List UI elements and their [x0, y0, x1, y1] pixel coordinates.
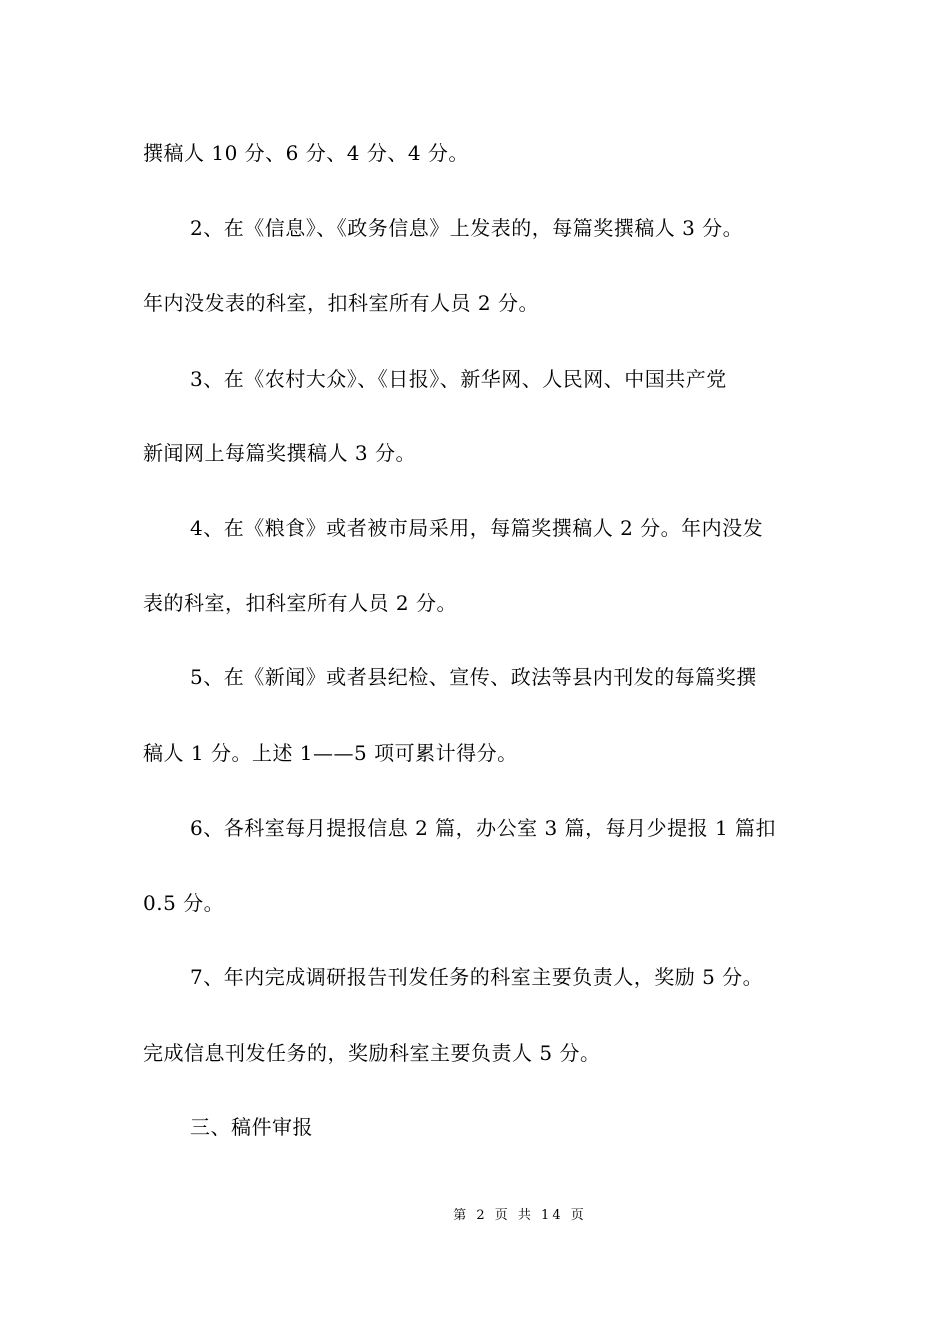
section-heading: 三、稿件审报	[190, 1115, 313, 1139]
paragraph-line: 2、在《信息》、《政务信息》上发表的，每篇奖撰稿人 3 分。	[190, 216, 744, 240]
page-number-footer: 第 2 页 共 14 页	[453, 1208, 587, 1223]
paragraph-line: 新闻网上每篇奖撰稿人 3 分。	[143, 441, 416, 465]
paragraph-line: 6、各科室每月提报信息 2 篇，办公室 3 篇，每月少提报 1 篇扣	[190, 816, 777, 840]
paragraph-line: 7、年内完成调研报告刊发任务的科室主要负责人，奖励 5 分。	[190, 965, 764, 989]
paragraph-line: 完成信息刊发任务的，奖励科室主要负责人 5 分。	[143, 1041, 601, 1065]
paragraph-line: 年内没发表的科室，扣科室所有人员 2 分。	[143, 291, 539, 315]
paragraph-line: 稿人 1 分。上述 1——5 项可累计得分。	[143, 741, 518, 765]
paragraph-line: 5、在《新闻》或者县纪检、宣传、政法等县内刊发的每篇奖撰	[190, 665, 757, 689]
paragraph-line: 0.5 分。	[143, 891, 225, 915]
paragraph-line: 4、在《粮食》或者被市局采用，每篇奖撰稿人 2 分。年内没发	[190, 516, 764, 540]
paragraph-line: 撰稿人 10 分、6 分、4 分、4 分。	[143, 141, 469, 165]
paragraph-line: 3、在《农村大众》、《日报》、新华网、人民网、中国共产党	[190, 367, 727, 391]
paragraph-line: 表的科室，扣科室所有人员 2 分。	[143, 591, 457, 615]
